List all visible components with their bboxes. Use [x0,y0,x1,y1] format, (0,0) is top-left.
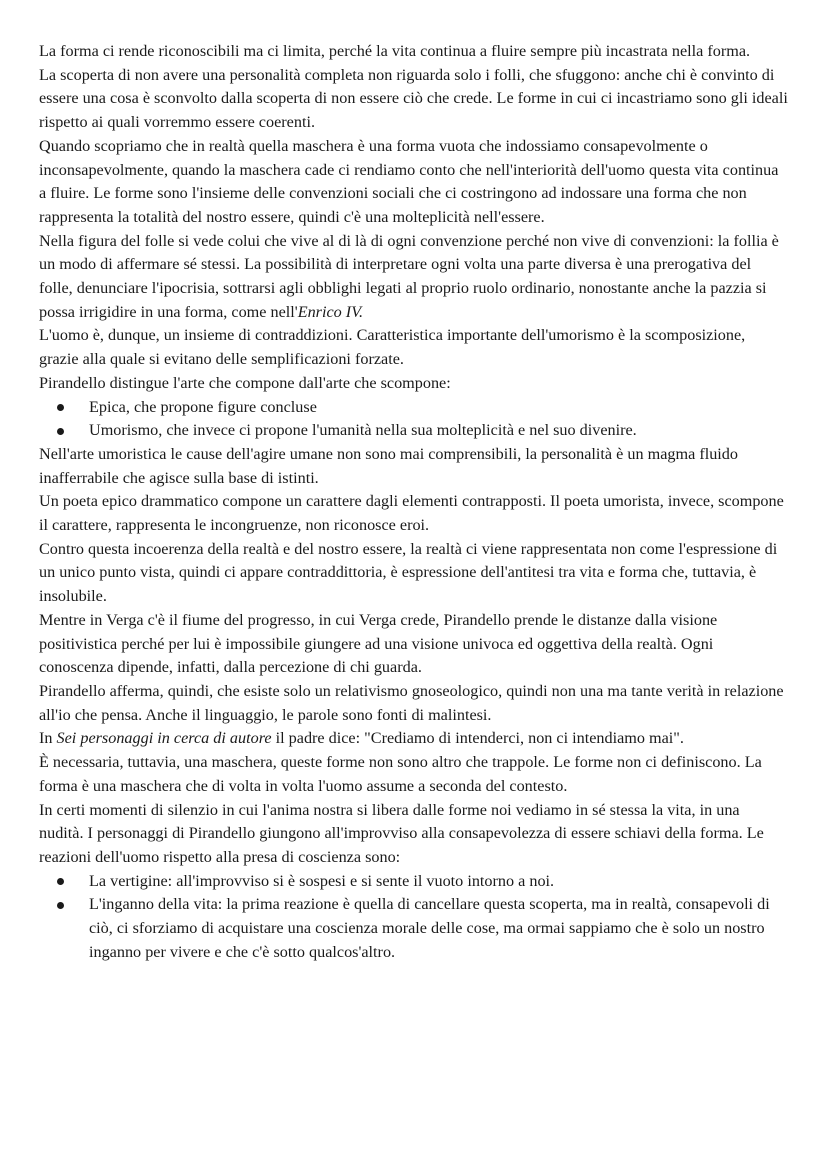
paragraph-5: L'uomo è, dunque, un insieme di contraddizioni. Caratteristica importante dell'umorismo è la scomposizione, grazie alla quale si evitano delle semplificazioni forzate. [39,326,746,369]
paragraph-4 [39,230,788,325]
bullet-icon [57,404,64,411]
paragraph-8: Un poeta epico drammatico compone un carattere dagli elementi contrapposti. Il poeta umorista, invece, scompone il carattere, rappresenta le incongruenze, non riconosce eroi. [39,492,784,535]
paragraph-6: Pirandello distingue l'arte che compone dall'arte che scompone: [39,373,451,392]
bullet-icon [57,878,64,885]
paragraph-10: Mentre in Verga c'è il fiume del progresso, in cui Verga crede, Pirandello prende le distanze dalla visione positivistica perché per lui è impossibile giungere ad una visione univoca ed oggettiva della realtà. Ogni conoscenza dipende, infatti, dalla percezione di chi guarda. [39,610,718,677]
paragraph-2: La scoperta di non avere una personalità completa non riguarda solo i folli, che sfuggono: anche chi è convinto di essere una cosa è sconvolto dalla scoperta di non essere ciò che crede. Le forme in cui ci incastriamo sono gli ideali rispetto ai quali vorremmo essere coerenti. [39,65,788,132]
reactions-list [39,870,788,965]
bullet-icon [57,428,64,435]
list-item [53,893,788,964]
paragraph-12-post: il padre dice: "Crediamo di intenderci, non ci intendiamo mai". [271,729,684,748]
list-item-text: Umorismo, che invece ci propone l'umanità nella sua molteplicità e nel suo divenire. [89,421,637,440]
list-item [53,396,788,420]
paragraph-4-text: Nella figura del folle si vede colui che vive al di là di ogni convenzione perché non vive di convenzioni: la follia è un modo di affermare sé stessi. La possibilità di interpretare ogni volta una parte diversa è una prerogativa del folle, denunciare l'ipocrisia, sottrarsi agli obblighi legati al proprio ruolo ordinario, nonostante anche la pazzia si possa irrigidire in una forma, come nell' [39,231,779,321]
paragraph-14: In certi momenti di silenzio in cui l'anima nostra si libera dalle forme noi vediamo in sé stessa la vita, in una nudità. I personaggi di Pirandello giungono all'improvviso alla consapevolezza di essere schiavi della forma. Le reazioni dell'uomo rispetto alla presa di coscienza sono: [39,800,764,866]
paragraph-3: Quando scopriamo che in realtà quella maschera è una forma vuota che indossiamo consapevolmente o inconsapevolmente, quando la maschera cade ci rendiamo conto che nell'interiorità dell'uomo questa vita continua a fluire. Le forme sono l'insieme delle convenzioni sociali che ci costringono ad indossare una forma che non rappresenta la totalità del nostro essere, quindi c'è una molteplicità nell'essere. [39,136,779,226]
list-item [53,870,788,894]
paragraph-1: La forma ci rende riconoscibili ma ci limita, perché la vita continua a fluire sempre più incastrata nella forma. [39,42,751,60]
paragraph-7: Nell'arte umoristica le cause dell'agire umane non sono mai comprensibili, la personalità è un magma fluido inafferrabile che agisce sulla base di istinti. [39,444,738,487]
enrico-iv-title: Enrico IV. [297,302,364,321]
art-types-list [39,396,788,443]
list-item-text: Epica, che propone figure concluse [89,397,317,416]
list-item-text: La vertigine: all'improvviso si è sospesi e si sente il vuoto intorno a noi. [89,871,555,890]
list-item [53,419,788,443]
paragraph-12 [39,727,788,751]
list-item-text: L'inganno della vita: la prima reazione è quella di cancellare questa scoperta, ma in realtà, consapevoli di ciò, ci sforziamo di acquistare una coscienza morale delle cose, ma ormai sappiamo che è solo un nostro inganno per vivere e che c'è sotto qualcos'altro. [89,895,770,961]
paragraph-12-pre: In [39,729,57,748]
sei-personaggi-title: Sei personaggi in cerca di autore [56,729,272,748]
paragraph-13: È necessaria, tuttavia, una maschera, queste forme non sono altro che trappole. Le forme non ci definiscono. La forma è una maschera che di volta in volta l'uomo assume a seconda del contesto. [39,753,762,795]
paragraph-9: Contro questa incoerenza della realtà e del nostro essere, la realtà ci viene rappresentata non come l'espressione di un unico punto vista, quindi ci appare contraddittoria, è espressione dell'antitesi tra vita e forma che, tuttavia, è insolubile. [39,539,778,606]
paragraph-11: Pirandello afferma, quindi, che esiste solo un relativismo gnoseologico, quindi non una ma tante verità in relazione all'io che pensa. Anche il linguaggio, le parole sono fonti di malintesi. [39,681,784,724]
bullet-icon [57,902,64,909]
